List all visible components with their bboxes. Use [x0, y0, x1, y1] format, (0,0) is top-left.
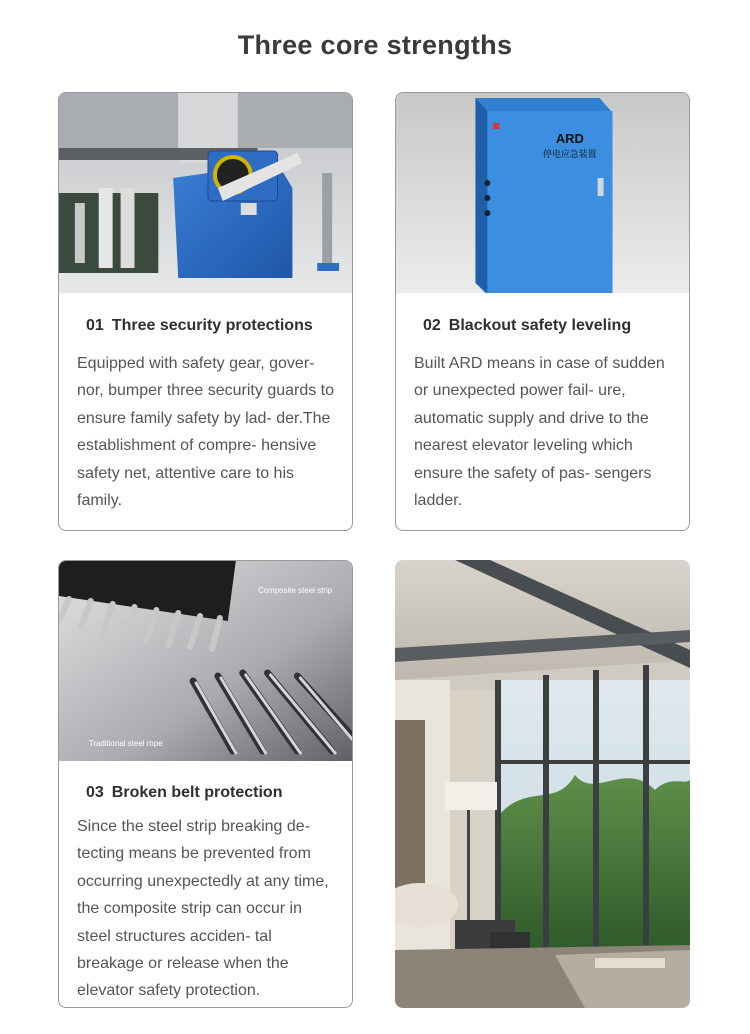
page-title: Three core strengths: [237, 30, 513, 60]
feature-card-3: [58, 560, 353, 1008]
card-title-text: Three security protections: [111, 317, 313, 334]
caption-composite: Composite steel strip: [257, 585, 333, 596]
caption-traditional: Traditional steel rope: [88, 738, 163, 749]
ard-device-image: [396, 93, 689, 293]
device-label: ARD: [555, 130, 584, 147]
card-title: [86, 784, 282, 802]
card-number: 01: [86, 317, 104, 334]
card-title: [86, 317, 313, 335]
device-sublabel: 停电应急装置: [543, 149, 597, 161]
feature-card-2: [395, 92, 690, 531]
feature-card-1: [58, 92, 353, 531]
card-title-text: Broken belt protection: [111, 784, 283, 801]
card-title: [423, 317, 631, 335]
card-body: Since the steel strip breaking de- tecting means be prevented from occurring unexpectedly at any time, the composite strip can occur in steel structures acciden- tal breakage or release when the elevator safety protection.: [77, 818, 329, 1000]
steel-strip-image: [59, 561, 352, 761]
card-body: Built ARD means in case of sudden or unexpected power fail- ure, automatic supply and drive to the nearest elevator leveling which ensure the safety of pas- sengers ladder.: [414, 355, 665, 510]
card-number: 03: [86, 784, 104, 801]
interior-photo: [395, 560, 690, 1008]
card-body: Equipped with safety gear, gover- nor, bumper three security guards to ensure family safety by lad- der.The establishment of compre- hensive safety net, attentive care to his family.: [77, 355, 335, 510]
card-number: 02: [423, 317, 441, 334]
card-title-text: Blackout safety leveling: [448, 317, 632, 334]
safety-gear-image: [59, 93, 352, 293]
